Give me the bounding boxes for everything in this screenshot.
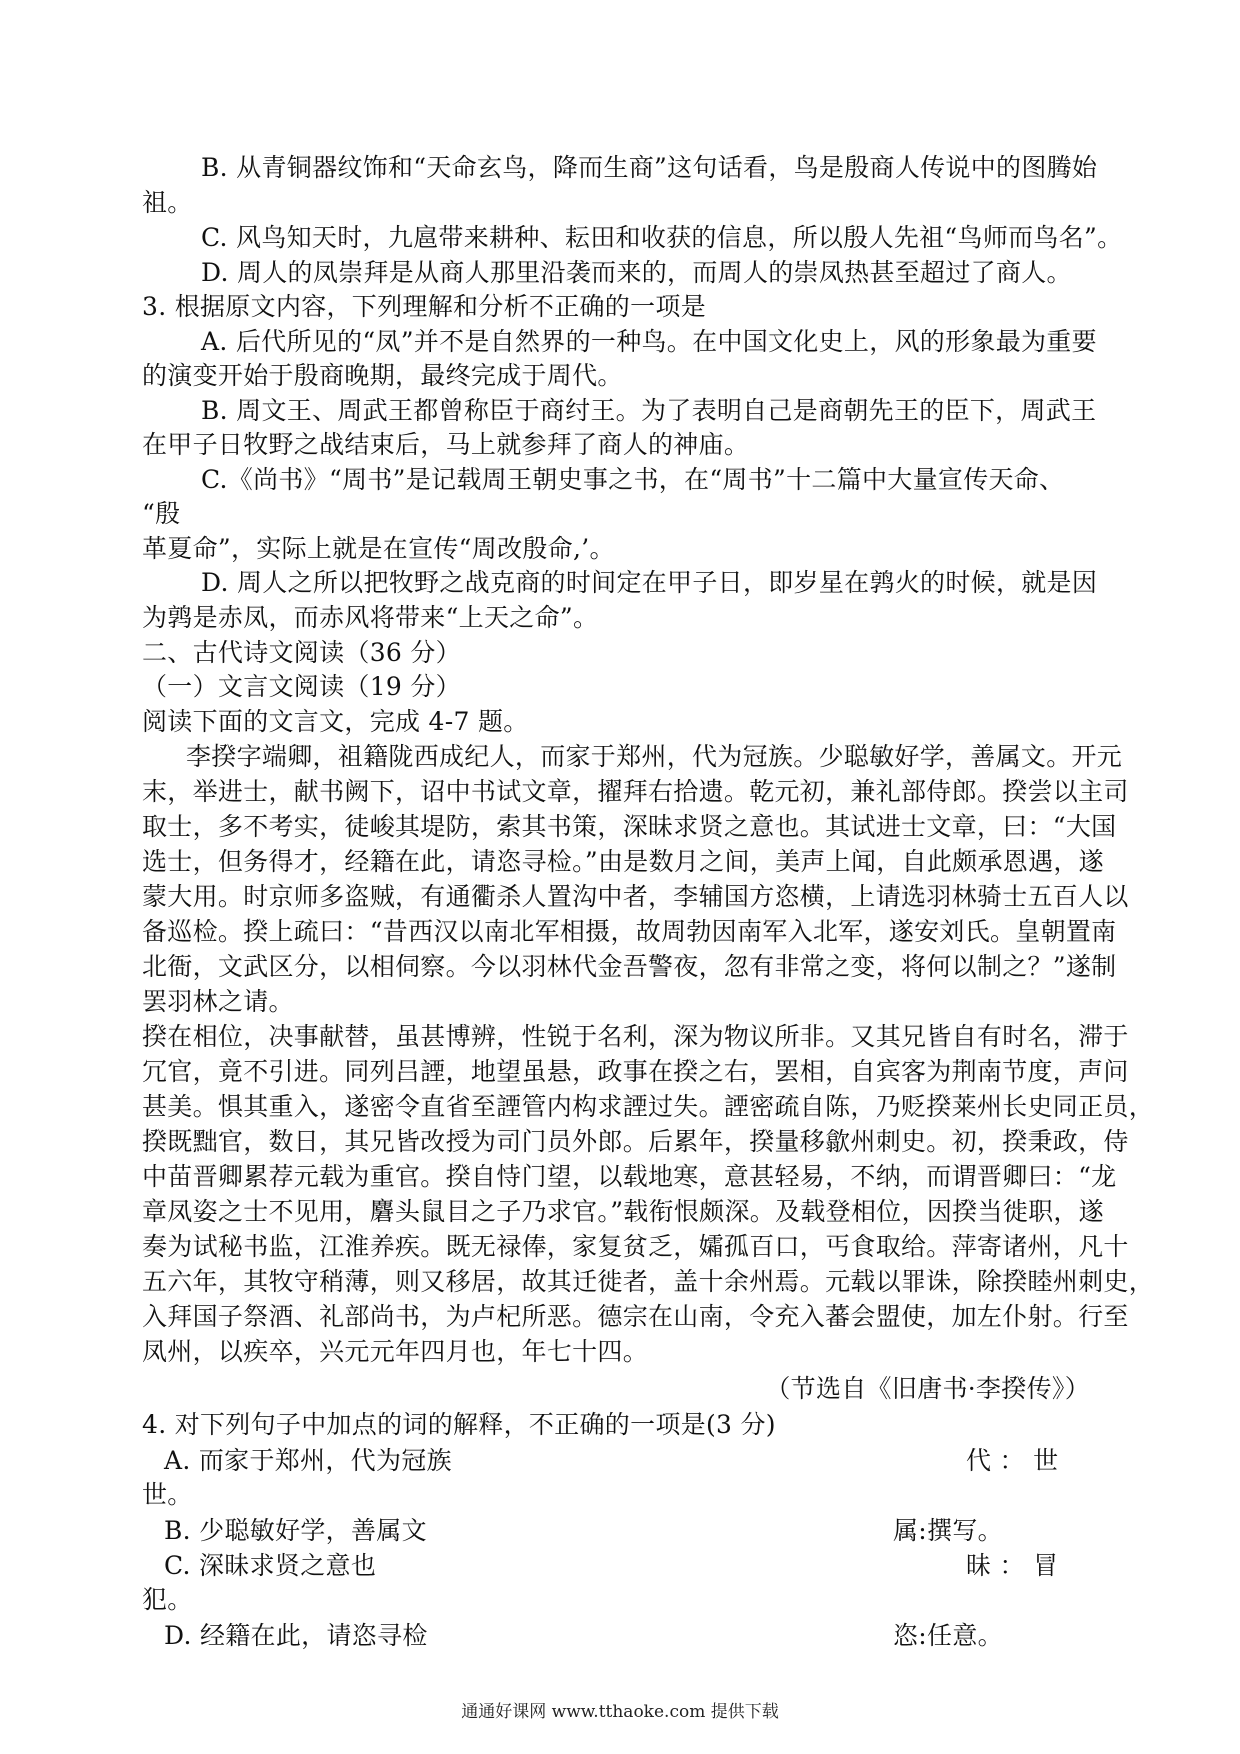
q2-option-d: D. 周人的凤崇拜是从商人那里沿袭而来的，而周人的崇凤热甚至超过了商人。 — [201, 258, 1072, 287]
q4-option-b: B. 少聪敏好学，善属文 — [164, 1516, 427, 1545]
passage-para1-line4: 选士，但务得才，经籍在此，请恣寻检。”由是数月之间，美声上闻，自此颇承恩遇，遂 — [142, 847, 1104, 876]
passage-para2-line3: 甚美。惧其重入，遂密令直省至諲管内构求諲过失。諲密疏自陈，乃贬揆莱州长史同正员， — [142, 1092, 1155, 1121]
q4-option-d: D. 经籍在此，请恣寻检 — [164, 1621, 428, 1650]
passage-para2-line10: 凤州，以疾卒，兴元元年四月也，年七十四。 — [142, 1337, 649, 1366]
q3-option-c-line2: “殷 — [142, 499, 181, 528]
q3-option-d-line2: 为鹑是赤凤，而赤风将带来“上天之命”。 — [142, 603, 599, 632]
page-footer: 通通好课网 www.tthaoke.com 提供下载 — [461, 1702, 779, 1722]
passage-para2-line7: 奏为试秘书监，江淮养疾。既无禄俸，家复贫乏，孀孤百口，丐食取给。萍寄诸州，凡十 — [142, 1232, 1129, 1261]
q4-option-a-gloss: 代 ： 世 — [966, 1446, 1059, 1475]
passage-para2-line2: 冗官，竟不引进。同列吕諲，地望虽悬，政事在揆之右，罢相，自宾客为荆南节度，声问 — [142, 1057, 1129, 1086]
q3-option-a-line2: 的演变开始于殷商晚期，最终完成于周代。 — [142, 361, 623, 390]
q4-option-d-gloss: 恣:任意。 — [893, 1621, 1003, 1650]
q2-option-b-line2: 祖。 — [142, 188, 193, 217]
passage-para1-line5: 蒙大用。时京师多盗贼，有通衢杀人置沟中者，李辅国方恣横，上请选羽林骑士五百人以 — [142, 882, 1129, 911]
passage-para1-line6: 备巡检。揆上疏曰：“昔西汉以南北军相摄，故周勃因南军入北军，遂安刘氏。皇朝置南 — [142, 917, 1117, 946]
passage-para1-line7: 北衙，文武区分，以相伺察。今以羽林代金吾警夜，忽有非常之变，将何以制之？”遂制 — [142, 952, 1117, 981]
passage-para2-line9: 入拜国子祭酒、礼部尚书，为卢杞所恶。德宗在山南，令充入蕃会盟使，加左仆射。行至 — [142, 1302, 1129, 1331]
q2-option-c: C. 风鸟知天时，九扈带来耕种、耘田和收获的信息，所以殷人先祖“鸟师而鸟名”。 — [201, 223, 1123, 252]
q3-stem: 3. 根据原文内容，下列理解和分析不正确的一项是 — [142, 292, 707, 321]
q4-option-c: C. 深昧求贤之意也 — [164, 1551, 377, 1580]
passage-para2-line4: 揆既黜官，数日，其兄皆改授为司门员外郎。后累年，揆量移歙州刺史。初，揆秉政，侍 — [142, 1127, 1129, 1156]
section2-instruction: 阅读下面的文言文，完成 4-7 题。 — [142, 707, 529, 736]
q4-option-c-gloss: 昧 ： 冒 — [966, 1551, 1059, 1580]
q3-option-d-line1: D. 周人之所以把牧野之战克商的时间定在甲子日，即岁星在鹑火的时候，就是因 — [201, 568, 1098, 597]
q3-option-c-line3: 革夏命”，实际上就是在宣传“周改殷命,’。 — [142, 534, 615, 563]
passage-para2-line5: 中苗晋卿累荐元载为重官。揆自恃门望，以载地寒，意甚轻易，不纳，而谓晋卿曰：“龙 — [142, 1162, 1117, 1191]
passage-para1-line2: 末，举进士，献书阙下，诏中书试文章，擢拜右拾遗。乾元初，兼礼部侍郎。揆尝以主司 — [142, 777, 1129, 806]
q4-option-a-wrap: 世。 — [142, 1480, 193, 1509]
q4-option-b-gloss: 属:撰写。 — [893, 1516, 1003, 1545]
q4-stem: 4. 对下列句子中加点的词的解释，不正确的一项是(3 分) — [142, 1410, 776, 1439]
section2-subtitle: （一）文言文阅读（19 分） — [142, 672, 461, 701]
passage-para1-line8: 罢羽林之请。 — [142, 987, 294, 1016]
q3-option-b-line1: B. 周文王、周武王都曾称臣于商纣王。为了表明自己是商朝先王的臣下，周武王 — [201, 396, 1097, 425]
passage-para2-line1: 揆在相位，决事献替，虽甚博辨，性锐于名利，深为物议所非。又其兄皆自有时名，滞于 — [142, 1022, 1129, 1051]
passage-para1-line3: 取士，多不考实，徒峻其堤防，索其书策，深昧求贤之意也。其试进士文章，曰：“大国 — [142, 812, 1117, 841]
q4-option-c-wrap: 犯。 — [142, 1585, 193, 1614]
q4-option-a: A. 而家于郑州，代为冠族 — [164, 1446, 452, 1475]
passage-para1-line1: 李揆字端卿，祖籍陇西成纪人，而家于郑州，代为冠族。少聪敏好学，善属文。开元 — [186, 742, 1123, 771]
passage-source: （节选自《旧唐书·李揆传》） — [765, 1374, 1090, 1403]
section2-title: 二、古代诗文阅读（36 分） — [142, 638, 461, 667]
passage-para2-line8: 五六年，其牧守稍薄，则又移居，故其迁徙者，盖十余州焉。元载以罪诛，除揆睦州刺史， — [142, 1267, 1155, 1296]
q3-option-a-line1: A. 后代所见的“凤”并不是自然界的一种鸟。在中国文化史上，风的形象最为重要 — [201, 327, 1097, 356]
q2-option-b-line1: B. 从青铜器纹饰和“天命玄鸟，降而生商”这句话看，鸟是殷商人传说中的图腾始 — [201, 153, 1098, 182]
q3-option-c-line1: C.《尚书》“周书”是记载周王朝史事之书，在“周书”十二篇中大量宣传天命、 — [201, 465, 1065, 494]
passage-para2-line6: 章凤姿之士不见用，麏头鼠目之子乃求官。”载衔恨颇深。及载登相位，因揆当徙职，遂 — [142, 1197, 1104, 1226]
q3-option-b-line2: 在甲子日牧野之战结束后，马上就参拜了商人的神庙。 — [142, 430, 750, 459]
